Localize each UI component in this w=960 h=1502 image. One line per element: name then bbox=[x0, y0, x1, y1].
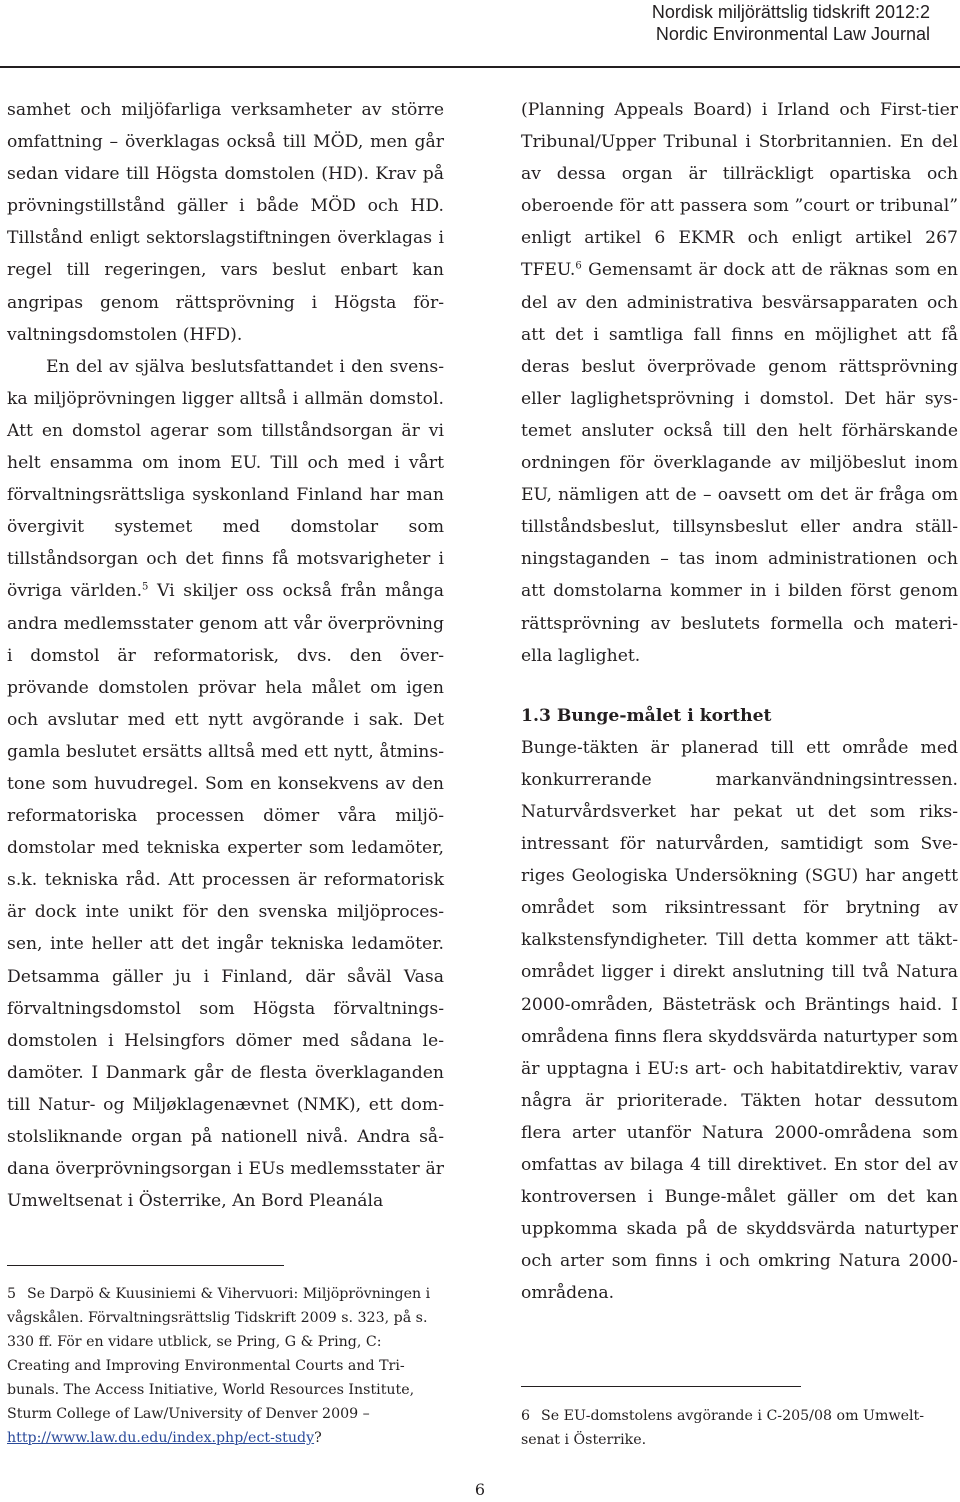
footnote-5-link[interactable]: http://www.law.du.edu/index.php/ect-study bbox=[7, 1430, 315, 1446]
footnote-ref-6[interactable]: 6 bbox=[575, 260, 582, 272]
running-header bbox=[652, 0, 930, 45]
page-number: 6 bbox=[474, 1480, 486, 1499]
footnote-5-text: Se Darpö & Kuusiniemi & Vihervuori: Miljöprövningen i vågskålen. Förvaltningsrättslig Tidskrift 2009 s. 323, på s. 330 ff. För en vidare utblick, se Pring, G & Pring, C: Creating and Improving Environmental Courts and Tribunals. The Access Initiative, World Resources Institute, Sturm College of Law/University of Denver 2009 – bbox=[7, 1286, 431, 1422]
footnote-rule-left bbox=[7, 1265, 284, 1266]
right-paragraph-2: Bunge-täkten är planerad till ett område med konkurrerande markanvändningsintressen. Naturvårdsverket har pekat ut det som riksintressant för naturvården, samtidigt som Sveriges Geologiska Undersökning (SGU) har angett området som riksintressant för brytning av kalkstensfyndigheter. Till detta kommer att täktområdet ligger i direkt anslutning till två Natura 2000-områden, Bästeträsk och Bräntings haid. I områdena finns flera skyddsvärda naturtyper som är upptagna i EU:s art- och habitatdirektiv, varav några är prioriterade. Täkten hotar dessutom flera arter utanför Natura 2000-områdena som omfattas av bilaga 4 till direktivet. En stor del av kontroversen i Bunge-målet gäller om det kan uppkomma skada på de skyddsvärda naturtyper och arter som finns i och omkring Natura 2000-områdena. bbox=[521, 737, 958, 1304]
footnote-ref-5[interactable]: 5 bbox=[142, 581, 149, 593]
footnote-rule-right bbox=[521, 1386, 801, 1387]
section-heading: 1.3 Bunge-målet i korthet bbox=[521, 705, 772, 726]
left-paragraph-2-part-b: Vi skiljer oss också från många andra medlemsstater genom att vår överprövning i domstol är reformatorisk, dvs. den överprövande domstolen prövar hela målet om igen och avslutar med ett nytt avgörande i sak. Det gamla beslutet ersätts alltså med ett nytt, åtminstone som huvudregel. Som en konsekvens av den reformatoriska processen dömer våra miljödomstolar med tekniska experter som ledamöter, s.k. tekniska råd. Att processen är reformatorisk är dock inte unikt för den svenska miljöprocessen, inte heller att det ingår tekniska ledamöter. Detsamma gäller ju i Finland, där såväl Vasa förvaltningsdomstol som Högsta förvaltningsdomstolen i Helsingfors dömer med sådana ledamöter. I Danmark går de flesta överklaganden till Natur- og Miljøklagenævnet (NMK), ett domstolsliknande organ på nationell nivå. Andra sådana överprövningsorgan i EUs medlemsstater är Umweltsenat i Österrike, An Bord Pleanála bbox=[7, 581, 444, 1212]
footnote-5-number: 5 bbox=[7, 1286, 17, 1302]
journal-title: Nordisk miljörättslig tidskrift 2012:2 bbox=[651, 2, 930, 22]
left-column bbox=[7, 94, 444, 1217]
right-paragraph-1 bbox=[521, 94, 958, 672]
right-column bbox=[521, 94, 958, 1309]
header-rule bbox=[0, 66, 960, 68]
footnote-6-text: Se EU-domstolens avgörande i C-205/08 om Umweltsenat i Österrike. bbox=[521, 1408, 925, 1448]
footnote-6 bbox=[521, 1404, 958, 1452]
left-paragraph-1: samhet och miljöfarliga verksamheter av större omfattning – överklagas också till MÖD, men går sedan vidare till Högsta domstolen (HD). Krav på prövningstillstånd gäller i både MÖD och HD. Tillstånd enligt sektorslagstiftningen överklagas i regel till regeringen, vars beslut enbart kan angripas genom rättsprövning i Högsta förvaltningsdomstolen (HFD). bbox=[7, 100, 444, 345]
left-paragraph-2-part-a: En del av själva beslutsfattandet i den svenska miljöprövningen ligger alltså i allmän domstol. Att en domstol agerar som tillståndsorgan är vi helt ensamma om inom EU. Till och med i vårt förvaltningsrättsliga syskonland Finland har man övergivit systemet med domstolar som tillståndsorgan och det finns få motsvarigheter i övriga världen. bbox=[7, 356, 444, 602]
right-paragraph-1-part-a: (Planning Appeals Board) i Irland och First-tier Tribunal/Upper Tribunal i Storbritannien. En del av dessa organ är tillräckligt opartiska och oberoende för att passera som ”court or tribunal” enligt artikel 6 EKMR och enligt artikel 267 TFEU. bbox=[521, 100, 958, 281]
left-paragraph-2 bbox=[7, 351, 444, 1218]
footnote-5-end: ? bbox=[314, 1430, 322, 1446]
footnote-5 bbox=[7, 1282, 447, 1450]
journal-subtitle: Nordic Environmental Law Journal bbox=[655, 24, 930, 44]
footnote-6-number: 6 bbox=[521, 1408, 531, 1424]
right-paragraph-1-part-b: Gemensamt är dock att de räknas som en del av den administrativa besvärsapparaten och att det i samtliga fall finns en möjlighet att få deras beslut överprövade genom rättsprövning eller laglighetsprövning i domstol. Det här systemet ansluter också till den helt förhärskande ordningen för överklagande av miljöbeslut inom EU, nämligen att de – oavsett om det är fråga om tillståndsbeslut, tillsynsbeslut eller andra ställningstaganden – tas inom administrationen och att domstolarna kommer in i bilden först genom rättsprövning av beslutets formella och materiella laglighet. bbox=[521, 260, 958, 666]
